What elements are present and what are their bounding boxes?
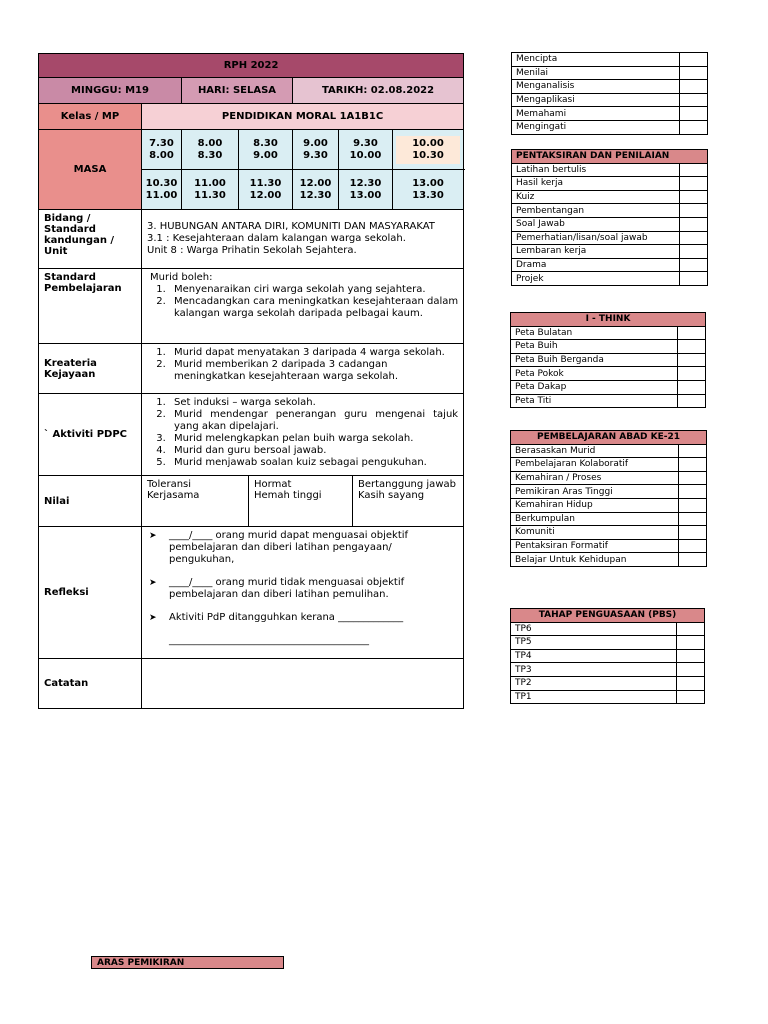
checkbox-cell[interactable] xyxy=(679,553,707,567)
pentaksiran-table xyxy=(511,149,708,286)
abad21-table xyxy=(510,430,707,567)
ithink-item: Peta Buih xyxy=(511,340,678,354)
ithink-item: Peta Dakap xyxy=(511,380,678,394)
list-item: 1. Menyenaraikan ciri warga sekolah yang sejahtera. xyxy=(169,284,458,296)
time-slot: 11.30 12.00 xyxy=(239,170,293,210)
pbs-title: TAHAP PENGUASAAN (PBS) xyxy=(511,609,705,623)
checkbox-cell[interactable] xyxy=(678,326,706,340)
pentaksiran-title: PENTAKSIRAN DAN PENILAIAN xyxy=(512,150,708,164)
nilai-col: Bertanggung jawab Kasih sayang xyxy=(353,476,464,527)
list-item: 3. Murid melengkapkan pelan buih warga sekolah. xyxy=(169,433,458,445)
time-slot: 9.00 9.30 xyxy=(293,130,339,170)
abad21-title: PEMBELAJARAN ABAD KE-21 xyxy=(511,431,707,445)
bidang-label: Bidang / Standard kandungan / Unit xyxy=(39,210,142,269)
checkbox-cell[interactable] xyxy=(678,367,706,381)
checkbox-cell[interactable] xyxy=(679,539,707,553)
checkbox-cell[interactable] xyxy=(677,649,705,663)
checkbox-cell[interactable] xyxy=(680,245,708,259)
hari-cell: HARI: SELASA xyxy=(182,78,293,104)
checkbox-cell[interactable] xyxy=(679,526,707,540)
time-slot: 11.00 11.30 xyxy=(182,170,239,210)
time-slot: 12.00 12.30 xyxy=(293,170,339,210)
ithink-item: Peta Pokok xyxy=(511,367,678,381)
pbs-item: TP5 xyxy=(511,636,677,650)
abad21-item: Komuniti xyxy=(511,526,679,540)
kelas-label: Kelas / MP xyxy=(39,104,142,130)
time-slot: 8.30 9.00 xyxy=(239,130,293,170)
pbs-table xyxy=(510,608,705,704)
time-slot: 10.30 11.00 xyxy=(142,170,182,210)
pbs-item: TP3 xyxy=(511,663,677,677)
checkbox-cell[interactable] xyxy=(680,53,708,67)
aktiviti-content xyxy=(142,394,464,476)
checkbox-cell[interactable] xyxy=(680,204,708,218)
kreateria-content xyxy=(142,344,464,394)
list-item: 2. Mencadangkan cara meningkatkan kesejahteraan dalam kalangan warga sekolah daripada pelbagai kaum. xyxy=(169,296,458,320)
time-slot: 13.00 13.30 xyxy=(393,170,464,210)
checkbox-cell[interactable] xyxy=(678,380,706,394)
checkbox-cell[interactable] xyxy=(679,498,707,512)
bidang-line: 3. HUBUNGAN ANTARA DIRI, KOMUNITI DAN MASYARAKAT xyxy=(147,221,435,232)
time-slot: 12.30 13.00 xyxy=(339,170,393,210)
abad21-item: Kemahiran / Proses xyxy=(511,471,679,485)
checkbox-cell[interactable] xyxy=(677,663,705,677)
ithink-title: I - THINK xyxy=(511,313,706,327)
checkbox-cell[interactable] xyxy=(680,93,708,107)
aras-item: Menganalisis xyxy=(512,80,680,94)
pbs-item: TP6 xyxy=(511,622,677,636)
checkbox-cell[interactable] xyxy=(677,622,705,636)
rph-title: RPH 2022 xyxy=(39,54,464,78)
aras-pemikiran-label: ARAS PEMIKIRAN xyxy=(91,956,284,969)
checkbox-cell[interactable] xyxy=(679,512,707,526)
checkbox-cell[interactable] xyxy=(680,272,708,286)
nilai-col: Toleransi Kerjasama xyxy=(142,476,249,527)
pentaksiran-item: Soal Jawab xyxy=(512,217,680,231)
checkbox-cell[interactable] xyxy=(679,471,707,485)
abad21-item: Pemikiran Aras Tinggi xyxy=(511,485,679,499)
checkbox-cell[interactable] xyxy=(678,340,706,354)
catatan-content xyxy=(142,659,464,709)
aras-pemikiran-table xyxy=(511,52,708,135)
pentaksiran-item: Hasil kerja xyxy=(512,177,680,191)
refleksi-content xyxy=(142,527,464,659)
list-item: 2. Murid mendengar penerangan guru mengenai tajuk yang akan dipelajari. xyxy=(169,409,458,433)
checkbox-cell[interactable] xyxy=(677,690,705,704)
time-slot: 10.00 10.30 xyxy=(393,130,464,170)
standard-label: Standard Pembelajaran xyxy=(39,269,142,344)
abad21-item: Berasaskan Murid xyxy=(511,444,679,458)
ithink-item: Peta Bulatan xyxy=(511,326,678,340)
checkbox-cell[interactable] xyxy=(678,394,706,408)
ithink-item: Peta Titi xyxy=(511,394,678,408)
minggu-cell: MINGGU: M19 xyxy=(39,78,182,104)
aras-item: Mengaplikasi xyxy=(512,93,680,107)
checkbox-cell[interactable] xyxy=(679,444,707,458)
abad21-item: Kemahiran Hidup xyxy=(511,498,679,512)
bidang-line: 3.1 : Kesejahteraan dalam kalangan warga sekolah. xyxy=(147,233,406,244)
refleksi-item: ➤ ____/____ orang murid tidak menguasai objektif pembelajaran dan diberi latihan pemulihan. xyxy=(147,577,458,601)
pentaksiran-item: Pembentangan xyxy=(512,204,680,218)
nilai-col: Hormat Hemah tinggi xyxy=(249,476,353,527)
abad21-item: Pembelajaran Kolaboratif xyxy=(511,458,679,472)
time-slot: 8.00 8.30 xyxy=(182,130,239,170)
checkbox-cell[interactable] xyxy=(680,107,708,121)
masa-label: MASA xyxy=(39,130,142,210)
abad21-item: Belajar Untuk Kehidupan xyxy=(511,553,679,567)
aras-item: Memahami xyxy=(512,107,680,121)
checkbox-cell[interactable] xyxy=(680,163,708,177)
pentaksiran-item: Projek xyxy=(512,272,680,286)
list-item: 1. Set induksi – warga sekolah. xyxy=(169,397,458,409)
aktiviti-label: ` Aktiviti PDPC xyxy=(39,394,142,476)
checkbox-cell[interactable] xyxy=(680,217,708,231)
time-slot: 9.30 10.00 xyxy=(339,130,393,170)
refleksi-item: ➤ ____/____ orang murid dapat menguasai objektif pembelajaran dan diberi latihan pengayaan/ pengukuhan, xyxy=(147,530,458,566)
rph-table xyxy=(38,53,464,709)
checkbox-cell[interactable] xyxy=(680,120,708,134)
list-item: 4. Murid dan guru bersoal jawab. xyxy=(169,445,458,457)
refleksi-item: ➤ Aktiviti PdP ditangguhkan kerana _____________ xyxy=(147,612,458,624)
pentaksiran-item: Lembaran kerja xyxy=(512,245,680,259)
nilai-label: Nilai xyxy=(39,476,142,527)
checkbox-cell[interactable] xyxy=(677,676,705,690)
time-slot: 7.30 8.00 xyxy=(142,130,182,170)
pbs-item: TP1 xyxy=(511,690,677,704)
checkbox-cell[interactable] xyxy=(680,66,708,80)
aras-item: Mengingati xyxy=(512,120,680,134)
checkbox-cell[interactable] xyxy=(680,177,708,191)
kreateria-label: Kreateria Kejayaan xyxy=(39,344,142,394)
tarikh-cell: TARIKH: 02.08.2022 xyxy=(293,78,464,104)
pentaksiran-item: Drama xyxy=(512,258,680,272)
standard-content xyxy=(142,269,464,344)
pentaksiran-item: Latihan bertulis xyxy=(512,163,680,177)
list-item: 1. Murid dapat menyatakan 3 daripada 4 warga sekolah. xyxy=(169,347,458,359)
pentaksiran-item: Pemerhatian/lisan/soal jawab xyxy=(512,231,680,245)
checkbox-cell[interactable] xyxy=(677,636,705,650)
checkbox-cell[interactable] xyxy=(680,231,708,245)
abad21-item: Pentaksiran Formatif xyxy=(511,539,679,553)
abad21-item: Berkumpulan xyxy=(511,512,679,526)
pentaksiran-item: Kuiz xyxy=(512,190,680,204)
refleksi-label: Refleksi xyxy=(39,527,142,659)
ithink-table xyxy=(510,312,706,408)
list-item: 2. Murid memberikan 2 daripada 3 cadangan meningkatkan kesejahteraan warga sekolah. xyxy=(169,359,458,383)
list-item: 5. Murid menjawab soalan kuiz sebagai pengukuhan. xyxy=(169,457,458,469)
aras-item: Mencipta xyxy=(512,53,680,67)
bidang-line: Unit 8 : Warga Prihatin Sekolah Sejahtera. xyxy=(147,245,357,256)
bidang-content xyxy=(142,210,464,269)
checkbox-cell[interactable] xyxy=(679,485,707,499)
checkbox-cell[interactable] xyxy=(680,258,708,272)
checkbox-cell[interactable] xyxy=(680,190,708,204)
refleksi-blank-line: ________________________________________ xyxy=(169,635,369,646)
pbs-item: TP4 xyxy=(511,649,677,663)
aras-item: Menilai xyxy=(512,66,680,80)
ithink-item: Peta Buih Berganda xyxy=(511,353,678,367)
checkbox-cell[interactable] xyxy=(678,353,706,367)
checkbox-cell[interactable] xyxy=(680,80,708,94)
standard-intro: Murid boleh: xyxy=(150,272,213,283)
pbs-item: TP2 xyxy=(511,676,677,690)
checkbox-cell[interactable] xyxy=(679,458,707,472)
catatan-label: Catatan xyxy=(39,659,142,709)
kelas-value: PENDIDIKAN MORAL 1A1B1C xyxy=(142,104,464,130)
